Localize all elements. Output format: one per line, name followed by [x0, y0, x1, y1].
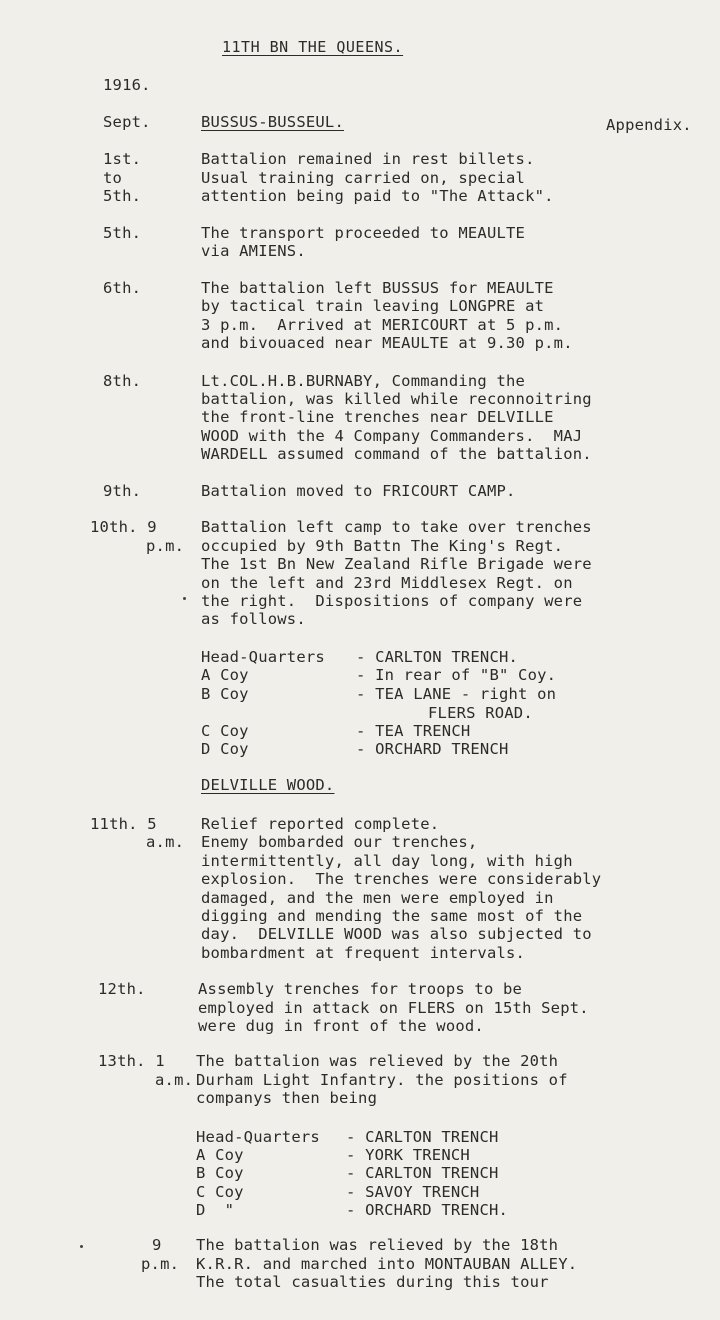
- entry-line: Usual training carried on, special: [201, 169, 526, 187]
- disposition-location: - TEA LANE - right on: [356, 685, 557, 703]
- disposition-location: FLERS ROAD.: [428, 704, 533, 722]
- entry-date: 10th. 9: [90, 518, 157, 536]
- entry-line: K.R.R. and marched into MONTAUBAN ALLEY.: [196, 1255, 578, 1273]
- disposition-unit: Head-Quarters: [196, 1128, 320, 1146]
- entry-line: on the left and 23rd Middlesex Regt. on: [201, 574, 573, 592]
- entry-time: a.m.: [146, 833, 185, 851]
- entry-line: via AMIENS.: [201, 242, 306, 260]
- ink-speck: [183, 597, 186, 600]
- disposition-unit: D ": [196, 1201, 235, 1219]
- entry-date: 9th.: [103, 482, 142, 500]
- disposition-location: - CARLTON TRENCH: [346, 1164, 499, 1182]
- entry-date: 9: [152, 1236, 162, 1254]
- disposition-unit: A Coy: [196, 1146, 244, 1164]
- entry-date: 5th.: [103, 187, 142, 205]
- entry-line: and bivouaced near MEAULTE at 9.30 p.m.: [201, 334, 573, 352]
- disposition-location: - CARLTON TRENCH: [346, 1128, 499, 1146]
- entry-line: The 1st Bn New Zealand Rifle Brigade were: [201, 555, 592, 573]
- entry-line: companys then being: [196, 1089, 378, 1107]
- disposition-unit: B Coy: [201, 685, 249, 703]
- year-label: 1916.: [103, 76, 151, 94]
- disposition-location: - ORCHARD TRENCH.: [346, 1201, 509, 1219]
- entry-line: Assembly trenches for troops to be: [198, 980, 523, 998]
- entry-line: the right. Dispositions of company were: [201, 592, 583, 610]
- disposition-unit: Head-Quarters: [201, 648, 325, 666]
- disposition-unit: D Coy: [201, 740, 249, 758]
- place-heading: BUSSUS-BUSSEUL.: [201, 113, 344, 131]
- entry-date: 1st.: [103, 150, 142, 168]
- document-title: 11TH BN THE QUEENS.: [222, 38, 404, 56]
- entry-line: damaged, and the men were employed in: [201, 889, 554, 907]
- month-label: Sept.: [103, 113, 151, 131]
- entry-date: 12th.: [98, 980, 146, 998]
- entry-line: by tactical train leaving LONGPRE at: [201, 297, 545, 315]
- entry-line: Enemy bombarded our trenches,: [201, 833, 478, 851]
- entry-date: 6th.: [103, 279, 142, 297]
- entry-date: 13th. 1: [98, 1052, 165, 1070]
- ink-speck: [80, 1245, 83, 1248]
- entry-line: WARDELL assumed command of the battalion.: [201, 445, 592, 463]
- disposition-location: - ORCHARD TRENCH: [356, 740, 509, 758]
- entry-line: the front-line trenches near DELVILLE: [201, 408, 554, 426]
- entry-line: Lt.COL.H.B.BURNABY, Commanding the: [201, 372, 526, 390]
- entry-line: as follows.: [201, 610, 306, 628]
- entry-line: battalion, was killed while reconnoitring: [201, 390, 592, 408]
- entry-line: occupied by 9th Battn The King's Regt.: [201, 537, 564, 555]
- section-heading: DELVILLE WOOD.: [201, 776, 335, 794]
- disposition-location: - YORK TRENCH: [346, 1146, 470, 1164]
- disposition-location: - TEA TRENCH: [356, 722, 471, 740]
- entry-line: attention being paid to "The Attack".: [201, 187, 554, 205]
- disposition-location: - In rear of "B" Coy.: [356, 666, 557, 684]
- entry-line: The battalion was relieved by the 20th: [196, 1052, 559, 1070]
- entry-line: The transport proceeded to MEAULTE: [201, 224, 526, 242]
- entry-line: explosion. The trenches were considerably: [201, 870, 602, 888]
- entry-line: intermittently, all day long, with high: [201, 852, 573, 870]
- entry-line: bombardment at frequent intervals.: [201, 944, 526, 962]
- entry-line: were dug in front of the wood.: [198, 1017, 484, 1035]
- entry-time: p.m.: [146, 537, 185, 555]
- entry-line: 3 p.m. Arrived at MERICOURT at 5 p.m.: [201, 316, 564, 334]
- entry-line: The battalion was relieved by the 18th: [196, 1236, 559, 1254]
- entry-line: The total casualties during this tour: [196, 1273, 549, 1291]
- entry-line: Relief reported complete.: [201, 815, 440, 833]
- entry-line: WOOD with the 4 Company Commanders. MAJ: [201, 427, 583, 445]
- entry-line: Durham Light Infantry. the positions of: [196, 1071, 568, 1089]
- disposition-unit: C Coy: [201, 722, 249, 740]
- disposition-unit: B Coy: [196, 1164, 244, 1182]
- entry-line: Battalion left camp to take over trenches: [201, 518, 592, 536]
- entry-time: p.m.: [141, 1255, 180, 1273]
- entry-line: Battalion remained in rest billets.: [201, 150, 535, 168]
- entry-line: Battalion moved to FRICOURT CAMP.: [201, 482, 516, 500]
- entry-date: to: [103, 169, 123, 187]
- entry-date: 8th.: [103, 372, 142, 390]
- entry-date: 5th.: [103, 224, 142, 242]
- entry-line: digging and mending the same most of the: [201, 907, 583, 925]
- appendix-label: Appendix.: [606, 116, 692, 134]
- entry-line: The battalion left BUSSUS for MEAULTE: [201, 279, 554, 297]
- disposition-unit: A Coy: [201, 666, 249, 684]
- entry-line: employed in attack on FLERS on 15th Sept.: [198, 999, 589, 1017]
- entry-date: 11th. 5: [90, 815, 157, 833]
- entry-line: day. DELVILLE WOOD was also subjected to: [201, 925, 592, 943]
- disposition-location: - SAVOY TRENCH: [346, 1183, 480, 1201]
- disposition-unit: C Coy: [196, 1183, 244, 1201]
- disposition-location: - CARLTON TRENCH.: [356, 648, 519, 666]
- entry-time: a.m.: [155, 1071, 194, 1089]
